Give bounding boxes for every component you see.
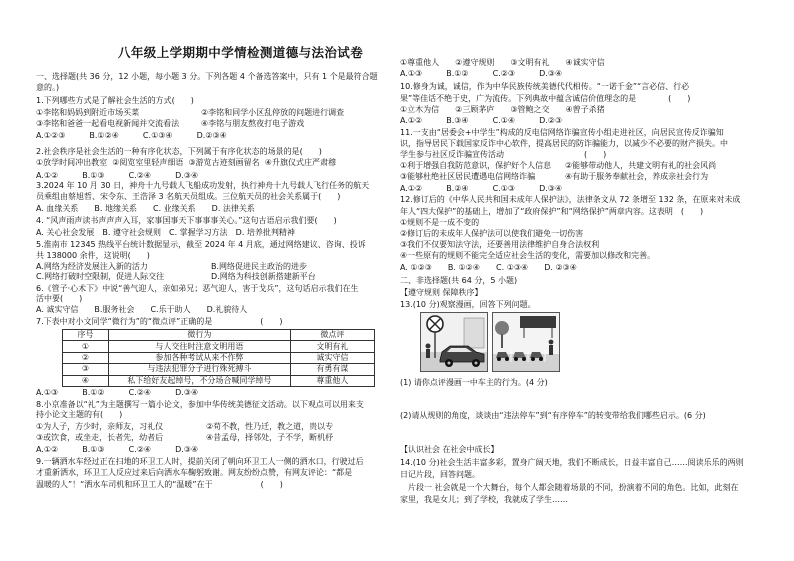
q5-option: C.网络打破时空限制，促进人际交往 <box>36 272 165 281</box>
q9-options: A.①③ B.①② C.②③ D.③④ <box>400 69 563 78</box>
table-cell: 诚实守信 <box>290 352 374 363</box>
q5-options-row <box>36 271 316 282</box>
q9-stem: 9.一辆洒水车经过正在扫地的环卫工人时，提前关闭了朝向环卫工人一侧的洒水口，行驶过后 <box>36 457 364 466</box>
q10-stem: 10.修身为诚，诚信，作为中华民族传统美德代代相传。“一诺千金”“言必信、行必 <box>400 82 690 91</box>
q12-stem: 12.修订后的《中华人民共和国未成年人保护法》，法律条文从 72 条增至 132 条，在原来对未成 <box>400 195 741 204</box>
q12-item: ①规则不是一成不变的 <box>400 218 480 227</box>
q5-stem-cont: 共 138000 余件，这说明( ) <box>36 251 150 260</box>
table-header: 微行为 <box>109 330 291 341</box>
section-nonchoice-heading: 二、非选择题(共 64 分，5 小题) <box>400 276 518 285</box>
q11-items-row <box>400 171 708 182</box>
q1-item: ②李铭和同学小区乱停放的问题进行调查 <box>201 108 345 117</box>
cartoon-illustration <box>420 312 560 372</box>
q11-stem: 11.一支由“居委会+中学生”构成的反电信网络诈骗宣传小组走进社区，向居民宣传反诈骗知 <box>400 128 724 137</box>
no-parking-sign-icon <box>427 316 443 332</box>
table-row <box>63 352 375 363</box>
q3-options: A. 血缘关系 B. 地缘关系 C. 业缘关系 D. 法律关系 <box>36 204 255 213</box>
q9-stem-cont: 才重新洒水，环卫工人反应过来后向洒水车鞠躬致谢。网友纷纷点赞，有网友评论：“都是 <box>36 468 353 477</box>
q6-stem-cont: 活中要( ) <box>36 294 83 303</box>
q2-options: A.①② B.①③ C.②④ D.③④ <box>36 171 199 180</box>
section-choice-heading-cont: 意的。) <box>36 83 60 92</box>
q7-stem: 7.下表中对小文同学“微行为”的“微点评”正确的是 ( ) <box>36 317 283 326</box>
q8-item: ③或饮食，或坐走，长者先，幼者后 <box>36 433 164 442</box>
q12-item: ③我们不仅要知法守法，还要善用法律维护自身合法权利 <box>400 240 600 249</box>
q11-item: ①利于增强自我防范意识，保护好个人信息 <box>400 161 552 170</box>
table-cell: 文明有礼 <box>290 341 374 352</box>
q1-options: A.①②③ B.①②④ C.①③④ D.②③④ <box>36 131 227 140</box>
table-cell: 与人交往时注意文明用语 <box>109 341 291 352</box>
q12-item: ②修订后的未成年人保护法可以使我们避免一切伤害 <box>400 229 584 238</box>
table-cell: ① <box>63 341 109 352</box>
q7-options: A.①③ B.①② C.②④ D.③④ <box>36 388 199 397</box>
section-choice-heading: 一、选择题(共 36 分，12 小题，每小题 3 分。下列各题 4 个备选答案中，只有 1 个是最符合题 <box>36 72 378 81</box>
q11-item: ③能够杜绝社区居民遭遇电信网络诈骗 <box>400 172 536 181</box>
table-cell: 参加各种考试从来不作弊 <box>109 352 291 363</box>
table-row <box>63 341 375 352</box>
q5-option: D.网络为科技创新搭建新平台 <box>211 272 316 281</box>
cartoon-panel-1 <box>421 313 488 372</box>
table-row <box>63 375 375 386</box>
table-header: 序号 <box>63 330 109 341</box>
topic-heading: 【遵守规则 保障秩序】 <box>400 288 483 297</box>
table-cell: 私下给好友起绰号，不分场合喊同学绰号 <box>109 375 291 386</box>
q9-stem-cont: 温暖的人”！“洒水车司机和环卫工人的“温暖”在于 ( ) <box>36 480 283 489</box>
q13-subquestion-1: (1) 请你点评漫画一中车主的行为。(4 分) <box>400 378 548 387</box>
q12-item: ④一些原有的规则不能完全适应社会生活的变化，需要加以修改和完善。 <box>400 251 656 260</box>
q14-excerpt-cont: 家里，我是女儿；到了学校，我就成了学生…… <box>400 495 568 504</box>
q10-items: ①立木为信 ②三顾茅庐 ③管鲍之交 ④曾子杀猪 <box>400 105 605 114</box>
table-row <box>63 364 375 375</box>
q7-table <box>62 329 375 387</box>
q11-item: ④有助于服务奉献社会，养成亲社会行为 <box>565 172 709 181</box>
q5-option: A.网络为经济发展注入新的活力 <box>36 262 148 271</box>
q4-options: A. 关心社会发展 B. 遵守社会规则 C. 掌握学习方法 D. 培养批判精神 <box>36 228 295 237</box>
q1-item: ③李铭和爸爸一起看电视新闻并交流看法 <box>36 119 180 128</box>
q2-items: ①放学时间冲出教室 ②阅览室里轻声细语 ③游览古迹刻画留名 ④升旗仪式庄严肃穆 <box>36 158 336 167</box>
person-icon <box>426 344 431 359</box>
q10-options: A.①② B.③④ C.①④ D.②③ <box>400 116 563 125</box>
q8-items-row <box>36 421 333 432</box>
q1-items-row <box>36 107 344 118</box>
table-header-row <box>63 330 375 341</box>
q2-stem: 2.社会秩序是社会生活的一种有序化状态，下列属于有序化状态的场景的是( ) <box>36 147 322 156</box>
q8-stem-cont: 持小论文主题的有( ) <box>36 410 123 419</box>
table-cell: ③ <box>63 364 109 375</box>
q12-options: A. ①②③ B. ①②④ C. ①③④ D. ②③④ <box>400 263 577 272</box>
q14-stem-cont: 日记片段，回答问题。 <box>400 470 480 479</box>
table-cell: ④ <box>63 375 109 386</box>
paper-title: 八年级上学期期中学情检测道德与法治试卷 <box>118 45 364 60</box>
q8-item: ①为人子，方少时，亲师友，习礼仪 <box>36 422 164 431</box>
q11-stem-cont: 识，指导居民下载国家反诈中心软件，提高居民的防诈骗能力，以减少不必要的财产损失。中 <box>400 139 728 148</box>
q4-stem: 4. “风声雨声读书声声声入耳，家事国事天下事事事关心。”这句古语启示我们要( ) <box>36 216 337 225</box>
q13-stem: 13.(10 分)观察漫画，回答下列问题。 <box>400 300 536 309</box>
q8-options: A.①② B.①③ C.②④ D.③④ <box>36 445 199 454</box>
person-icon <box>549 340 554 355</box>
q12-stem-cont: 年人“四大保护”的基础上，增加了“政府保护”和“网络保护”两章内容。这表明 ( ) <box>400 207 704 216</box>
q5-stem: 5.淮南市 12345 热线平台统计数据显示，截至 2024 年 4 月底，通过网络建议、咨询、投诉 <box>36 240 366 249</box>
table-header: 微点评 <box>290 330 374 341</box>
cartoon-panel-2 <box>493 313 560 372</box>
q3-stem: 3.2024 年 10 月 30 日，神舟十九号载人飞船成功发射，执行神舟十九号载人飞行任务的航天 <box>36 181 370 190</box>
table-cell: ② <box>63 352 109 363</box>
topic-heading: 【认识社会 在社会中成长】 <box>400 445 499 454</box>
q1-items-row <box>36 118 304 129</box>
q14-stem: 14.(10 分)社会生活丰富多彩，置身广阔天地，我们不断成长，日益丰富自己……阅读乐乐的两则 <box>400 458 744 467</box>
q10-stem-cont: 果”等佳话不绝于史，广为流传。下列典故中蕴含诚信价值理念的是 ( ) <box>400 94 691 103</box>
q13-subquestion-2: (2)请从规则的角度，谈谈由“违法停车”到“有序停车”的转变带给我们哪些启示。(6 分) <box>400 411 706 420</box>
q3-stem-cont: 员乘组由蔡旭哲、宋令东、王浩泽 3 名航天员组成。三位航天员的社会关系属于( ) <box>36 192 341 201</box>
q11-items-row <box>400 160 716 171</box>
q11-stem-cont: 学生参与社区反诈骗宣传活动 ( ) <box>400 150 607 159</box>
q11-item: ②能够带动他人，共建文明有礼的社会风尚 <box>565 161 717 170</box>
table-cell: 尊重他人 <box>290 375 374 386</box>
q9-items: ①尊重他人 ②遵守规则 ③文明有礼 ④诚实守信 <box>400 58 605 67</box>
q14-excerpt: 片段一 社会就是一个大舞台，每个人都会随着场景的不同，扮演着不同的角色。比如，此刻在 <box>400 483 739 492</box>
table-cell: 有勇有谋 <box>290 364 374 375</box>
notice-board <box>520 316 556 328</box>
q8-stem: 8.小京准备以“礼”为主题撰写一篇小论文，参加中华传统美德征文活动。以下观点可以用来支 <box>36 400 364 409</box>
q11-options: A.①② B.②④ C.①③ D.③④ <box>400 184 563 193</box>
q6-stem: 6.《管子·心术下》中说“善气迎人，亲如弟兄；恶气迎人，害于戈兵”，这句话启示我们在生 <box>36 284 359 293</box>
q8-item: ②苟不教，性乃迁，教之道，贵以专 <box>206 422 334 431</box>
q8-item: ④昔孟母，择邻处，子不学，断机杼 <box>206 433 334 442</box>
q1-item: ①李铭和妈妈到附近市场买菜 <box>36 108 140 117</box>
q6-options: A. 诚实守信 B.服务社会 C.乐于助人 D.礼貌待人 <box>36 305 248 314</box>
q1-item: ④李铭与朋友熬夜打电子游戏 <box>201 119 305 128</box>
q8-items-row <box>36 432 333 443</box>
table-cell: 与违法犯罪分子进行殊死搏斗 <box>109 364 291 375</box>
q1-stem: 1.下列哪些方式是了解社会生活的方式( ) <box>36 96 194 105</box>
q5-option: B.网络促进民主政治的进步 <box>211 262 308 271</box>
